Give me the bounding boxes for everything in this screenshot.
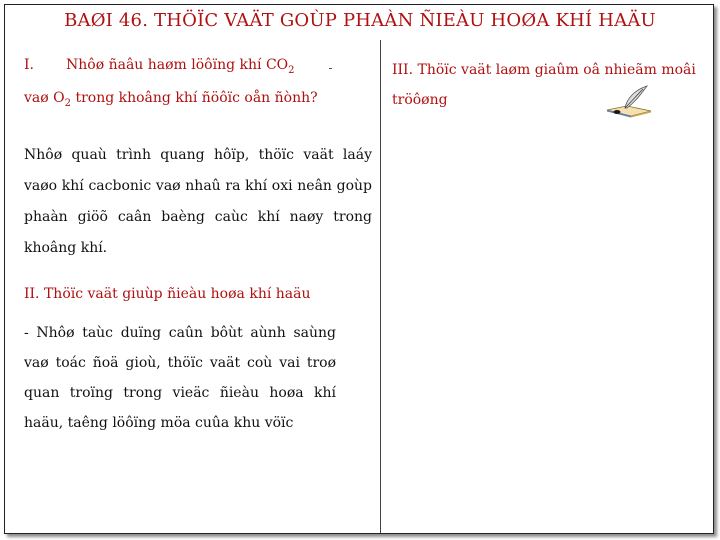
co2-subscript: 2 — [288, 64, 295, 76]
question-1-line-2-pre: vaø O — [24, 90, 65, 106]
question-1-line-2-post: trong khoâng khí ñöôïc oån ñònh? — [71, 90, 318, 106]
question-1-text: Nhôø ñaâu haøm löôïng khí CO — [66, 57, 289, 73]
question-1-line-2 — [24, 88, 344, 114]
section-2-heading: II. Thöïc vaät giuùp ñieàu hoøa khí haäu — [24, 286, 311, 302]
stray-dash-mark — [329, 68, 332, 69]
quill-pen-ink-icon — [603, 84, 655, 118]
section-3-heading: III. Thöïc vaät laøm giaûm oâ nhieãm moâi tröôøng — [392, 62, 696, 108]
o2-subscript: 2 — [64, 97, 71, 109]
column-divider — [380, 40, 381, 533]
question-1-line-1 — [24, 55, 344, 81]
answer-1-paragraph: Nhôø quaù trình quang hôïp, thöïc vaät laáy vaøo khí cacbonic vaø nhaû ra khí oxi neân goùp phaàn giöõ caân baèng caùc khí naøy trong khoâng khí. — [24, 147, 372, 256]
question-1-number: I. — [24, 57, 34, 73]
answer-2-paragraph: - Nhôø taùc duïng caûn bôùt aùnh saùng vaø toác ñoä gioù, thöïc vaät coù vai troø quan troïng trong vieäc ñieàu hoøa khí haäu, taêng löôïng möa cuûa khu vöïc — [24, 325, 336, 431]
slide-title: BAØI 46. THÖÏC VAÄT GOÙP PHAÀN ÑIEÀU HOØA KHÍ HAÄU — [64, 10, 656, 31]
